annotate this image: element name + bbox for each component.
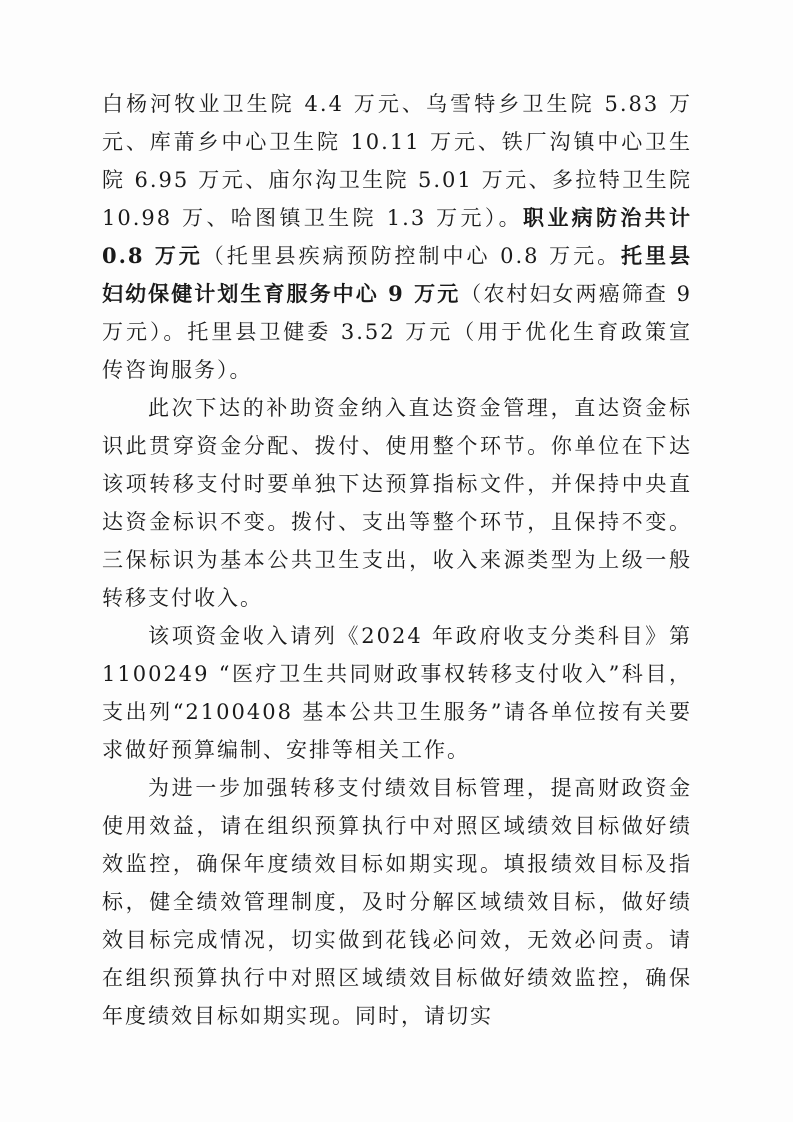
- paragraph-1-text-c: （农村妇女两癌筛查 9 万元）。托里县卫健委 3.52 万元（用于优化生育政策宣传咨询服务）。: [102, 282, 692, 382]
- paragraph-1-text-a: 白杨河牧业卫生院 4.4 万元、乌雪特乡卫生院 5.83 万元、库莆乡中心卫生院 10.11 万元、铁厂沟镇中心卫生院 6.95 万元、庙尔沟卫生院 5.01 万元、多拉特卫生院 10.98 万、哈图镇卫生院 1.3 万元）。: [102, 92, 692, 230]
- paragraph-3: 该项资金收入请列《2024 年政府收支分类科目》第 1100249 “医疗卫生共同财政事权转移支付收入”科目，支出列“2100408 基本公共卫生服务”请各单位按有关要求做好预算编制、安排等相关工作。: [102, 624, 692, 762]
- paragraph-1: [102, 85, 692, 389]
- paragraph-1-text-b: （托里县疾病预防控制中心 0.8 万元。: [202, 244, 622, 268]
- paragraph-4: 为进一步加强转移支付绩效目标管理，提高财政资金使用效益，请在组织预算执行中对照区域绩效目标做好绩效监控，确保年度绩效目标如期实现。填报绩效目标及指标，健全绩效管理制度，及时分解区域绩效目标，做好绩效目标完成情况，切实做到花钱必问效，无效必问责。请在组织预算执行中对照区域绩效目标做好绩效监控，确保年度绩效目标如期实现。同时，请切实: [102, 776, 692, 1028]
- document-body: [102, 85, 692, 1035]
- paragraph-1-bold-a: 职业病防治共计 0.8 万元: [102, 205, 693, 268]
- paragraph-1-bold-b: 托里县妇幼保健计划生育服务中心 9 万元: [102, 243, 692, 306]
- paragraph-2: 此次下达的补助资金纳入直达资金管理，直达资金标识此贯穿资金分配、拨付、使用整个环节。你单位在下达该项转移支付时要单独下达预算指标文件，并保持中央直达资金标识不变。拨付、支出等整个环节，且保持不变。三保标识为基本公共卫生支出，收入来源类型为上级一般转移支付收入。: [102, 396, 692, 610]
